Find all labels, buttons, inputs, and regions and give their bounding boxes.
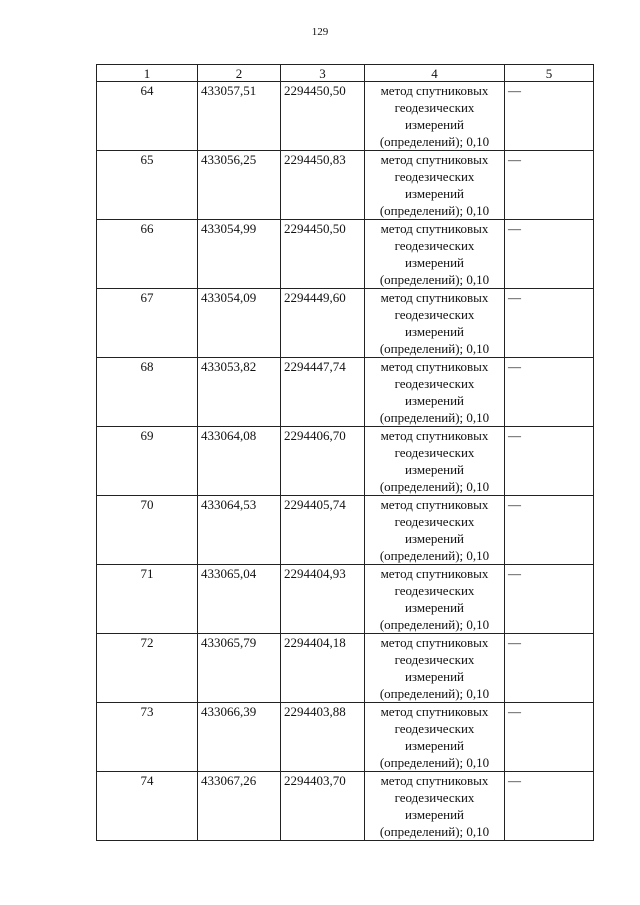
method-line: метод спутниковых xyxy=(380,83,489,98)
method-line: (определений); 0,10 xyxy=(379,341,490,356)
table-row xyxy=(97,151,594,220)
method-line: измерений xyxy=(404,600,465,615)
method-line: метод спутниковых xyxy=(380,428,489,443)
method-line: метод спутниковых xyxy=(380,290,489,305)
point-number-cell: 67 xyxy=(97,289,198,358)
method-line: метод спутниковых xyxy=(380,566,489,581)
x-coordinate-cell: 433067,26 xyxy=(198,772,281,841)
method-line: (определений); 0,10 xyxy=(379,824,490,839)
method-cell xyxy=(365,565,505,634)
method-line: геодезических xyxy=(394,514,475,529)
method-line: метод спутниковых xyxy=(380,221,489,236)
page-number: 129 xyxy=(311,26,329,38)
table-header-row xyxy=(97,65,594,82)
method-cell xyxy=(365,151,505,220)
y-coordinate-cell: 2294406,70 xyxy=(281,427,365,496)
method-line: геодезических xyxy=(394,100,475,115)
note-cell: — xyxy=(505,634,594,703)
method-line: измерений xyxy=(404,255,465,270)
table-row xyxy=(97,427,594,496)
method-line: геодезических xyxy=(394,445,475,460)
method-line: (определений); 0,10 xyxy=(379,686,490,701)
method-cell xyxy=(365,289,505,358)
method-line: геодезических xyxy=(394,583,475,598)
y-coordinate-cell: 2294403,70 xyxy=(281,772,365,841)
y-coordinate-cell: 2294450,50 xyxy=(281,82,365,151)
point-number-cell: 64 xyxy=(97,82,198,151)
column-header: 1 xyxy=(97,65,198,82)
y-coordinate-cell: 2294405,74 xyxy=(281,496,365,565)
method-cell xyxy=(365,772,505,841)
method-line: измерений xyxy=(404,738,465,753)
method-line: (определений); 0,10 xyxy=(379,617,490,632)
table-row xyxy=(97,496,594,565)
method-line: метод спутниковых xyxy=(380,359,489,374)
method-cell xyxy=(365,220,505,289)
point-number-cell: 69 xyxy=(97,427,198,496)
method-cell xyxy=(365,496,505,565)
x-coordinate-cell: 433056,25 xyxy=(198,151,281,220)
point-number-cell: 71 xyxy=(97,565,198,634)
x-coordinate-cell: 433053,82 xyxy=(198,358,281,427)
note-cell: — xyxy=(505,220,594,289)
note-cell: — xyxy=(505,358,594,427)
method-line: (определений); 0,10 xyxy=(379,755,490,770)
point-number-cell: 73 xyxy=(97,703,198,772)
method-line: измерений xyxy=(404,186,465,201)
y-coordinate-cell: 2294403,88 xyxy=(281,703,365,772)
column-header: 5 xyxy=(505,65,594,82)
method-line: геодезических xyxy=(394,376,475,391)
x-coordinate-cell: 433054,99 xyxy=(198,220,281,289)
method-line: геодезических xyxy=(394,238,475,253)
method-line: метод спутниковых xyxy=(380,773,489,788)
table-row xyxy=(97,220,594,289)
method-line: метод спутниковых xyxy=(380,704,489,719)
method-cell xyxy=(365,427,505,496)
point-number-cell: 68 xyxy=(97,358,198,427)
x-coordinate-cell: 433064,53 xyxy=(198,496,281,565)
table-row xyxy=(97,565,594,634)
x-coordinate-cell: 433064,08 xyxy=(198,427,281,496)
column-header: 4 xyxy=(365,65,505,82)
point-number-cell: 65 xyxy=(97,151,198,220)
note-cell: — xyxy=(505,496,594,565)
point-number-cell: 72 xyxy=(97,634,198,703)
method-line: измерений xyxy=(404,807,465,822)
table-body xyxy=(97,82,594,841)
method-line: геодезических xyxy=(394,721,475,736)
method-line: измерений xyxy=(404,324,465,339)
method-line: геодезических xyxy=(394,307,475,322)
table-row xyxy=(97,634,594,703)
column-header: 3 xyxy=(281,65,365,82)
x-coordinate-cell: 433057,51 xyxy=(198,82,281,151)
x-coordinate-cell: 433054,09 xyxy=(198,289,281,358)
x-coordinate-cell: 433066,39 xyxy=(198,703,281,772)
method-line: измерений xyxy=(404,393,465,408)
y-coordinate-cell: 2294447,74 xyxy=(281,358,365,427)
note-cell: — xyxy=(505,289,594,358)
method-line: измерений xyxy=(404,669,465,684)
method-line: геодезических xyxy=(394,652,475,667)
method-line: (определений); 0,10 xyxy=(379,479,490,494)
note-cell: — xyxy=(505,82,594,151)
point-number-cell: 66 xyxy=(97,220,198,289)
x-coordinate-cell: 433065,04 xyxy=(198,565,281,634)
method-line: геодезических xyxy=(394,169,475,184)
x-coordinate-cell: 433065,79 xyxy=(198,634,281,703)
method-cell xyxy=(365,82,505,151)
coordinates-table xyxy=(96,64,594,841)
y-coordinate-cell: 2294404,18 xyxy=(281,634,365,703)
note-cell: — xyxy=(505,427,594,496)
y-coordinate-cell: 2294404,93 xyxy=(281,565,365,634)
method-line: (определений); 0,10 xyxy=(379,410,490,425)
y-coordinate-cell: 2294450,83 xyxy=(281,151,365,220)
note-cell: — xyxy=(505,772,594,841)
method-line: метод спутниковых xyxy=(380,497,489,512)
point-number-cell: 74 xyxy=(97,772,198,841)
method-line: измерений xyxy=(404,462,465,477)
method-line: геодезических xyxy=(394,790,475,805)
method-line: (определений); 0,10 xyxy=(379,272,490,287)
table-row xyxy=(97,289,594,358)
method-line: метод спутниковых xyxy=(380,635,489,650)
note-cell: — xyxy=(505,565,594,634)
method-line: метод спутниковых xyxy=(380,152,489,167)
note-cell: — xyxy=(505,151,594,220)
y-coordinate-cell: 2294449,60 xyxy=(281,289,365,358)
method-cell xyxy=(365,634,505,703)
column-header: 2 xyxy=(198,65,281,82)
table-row xyxy=(97,82,594,151)
point-number-cell: 70 xyxy=(97,496,198,565)
method-cell xyxy=(365,703,505,772)
method-line: измерений xyxy=(404,531,465,546)
table-row xyxy=(97,358,594,427)
table-row xyxy=(97,703,594,772)
method-line: измерений xyxy=(404,117,465,132)
y-coordinate-cell: 2294450,50 xyxy=(281,220,365,289)
table-row xyxy=(97,772,594,841)
method-line: (определений); 0,10 xyxy=(379,548,490,563)
note-cell: — xyxy=(505,703,594,772)
method-line: (определений); 0,10 xyxy=(379,134,490,149)
method-line: (определений); 0,10 xyxy=(379,203,490,218)
method-cell xyxy=(365,358,505,427)
